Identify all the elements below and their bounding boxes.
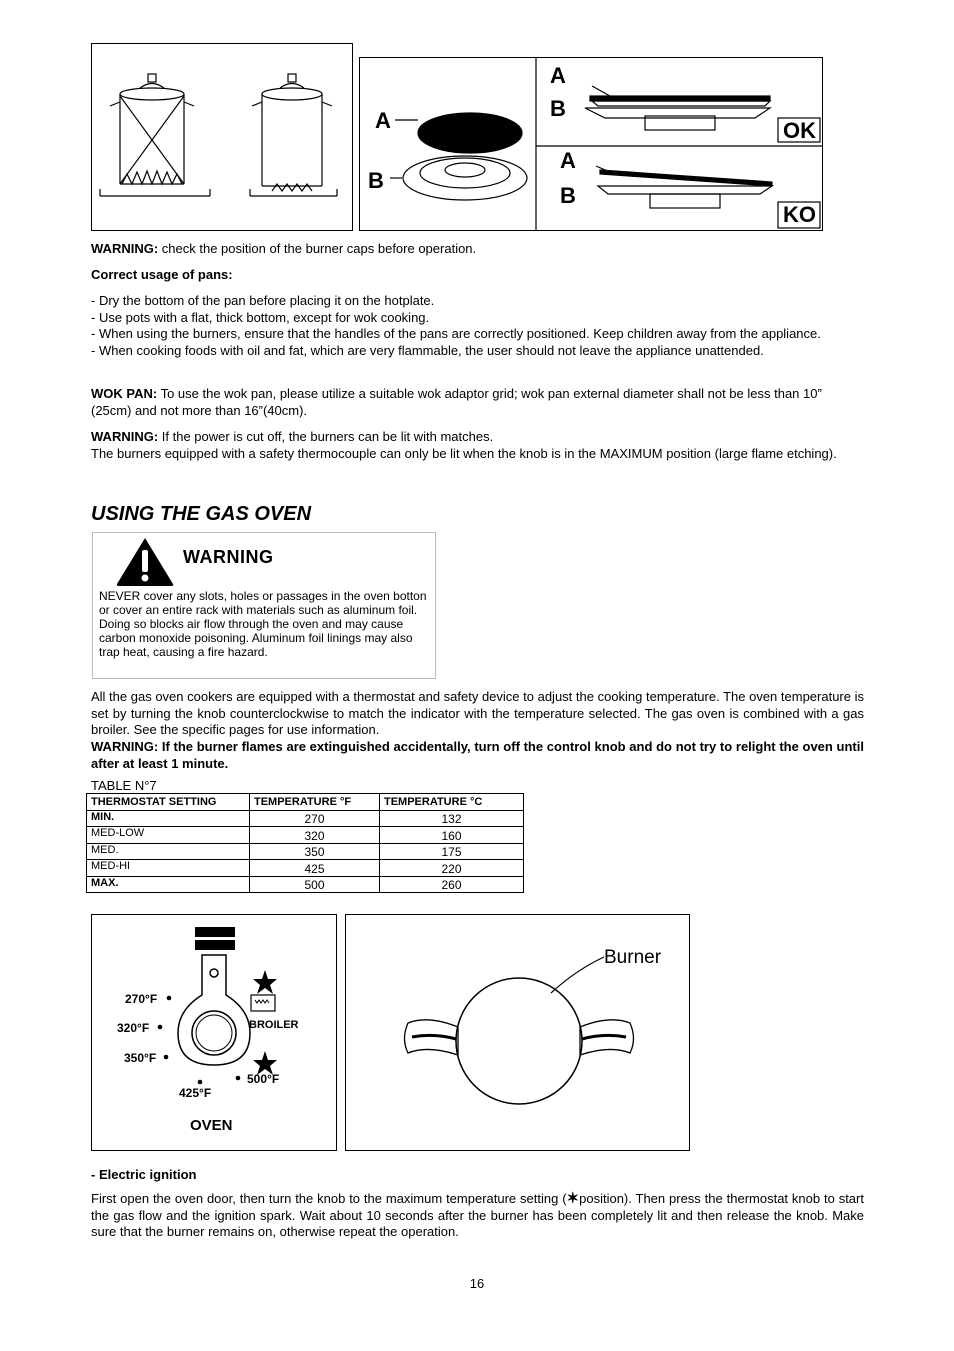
oven-knob-figure (91, 914, 337, 1151)
knob-label-500: 500°F (247, 1072, 280, 1086)
table-row: MAX. 500 260 (87, 876, 524, 893)
knob-label-270: 270°F (125, 992, 158, 1006)
label-a-ko: A (560, 148, 576, 173)
knob-label-broiler: BROILER (249, 1019, 299, 1031)
label-a-ok: A (550, 63, 566, 88)
warning-power-paragraph: WARNING: If the power is cut off, the burners can be lit with matches. The burners equipped with a safety thermocouple can only be lit when the knob is in the MAXIMUM position (large flame etching). (91, 429, 837, 461)
pans-line-2: - Use pots with a flat, thick bottom, except for wok cooking. (91, 309, 430, 325)
burner-illustration (346, 915, 689, 1150)
table-row: MED-LOW 320 160 (87, 827, 524, 844)
header-temp-f: TEMPERATURE °F (250, 794, 380, 811)
warning-triangle-icon (115, 536, 175, 588)
oven-warning: WARNING: If the burner flames are extinguished accidentally, turn off the control knob and do not try to relight the oven until after at least 1 minute. (91, 739, 864, 771)
pans-list (91, 293, 864, 359)
burner-label: Burner (604, 947, 662, 968)
table-caption: TABLE N°7 (91, 778, 157, 793)
label-a: A (375, 108, 391, 133)
oven-knob-illustration (92, 915, 336, 1150)
label-b-ko: B (560, 183, 576, 208)
warning-box-text: NEVER cover any slots, holes or passages in the oven botton or cover an entire rack with materials such as aluminum foil. Doing so blocks air flow through the oven and may cause carbon monoxide poisoning. Aluminum foil linings may also trap heat, causing a fire hazard. (99, 589, 427, 659)
header-setting: THERMOSTAT SETTING (87, 794, 250, 811)
warning-burner-caps: WARNING: check the position of the burner caps before operation. (91, 241, 477, 256)
ok-label: OK (783, 118, 816, 143)
label-b-ok: B (550, 96, 566, 121)
table-row: MED. 350 175 (87, 843, 524, 860)
knob-label-oven: OVEN (190, 1117, 233, 1134)
oven-intro: All the gas oven cookers are equipped with a thermostat and safety device to adjust the cooking temperature. The oven temperature is set by turning the knob counterclockwise to match the indicator with the temperature selected. The gas oven is combined with a gas broiler. See the specific pages for use information. (91, 689, 864, 737)
pans-illustration (92, 44, 352, 230)
broiler-icon (251, 995, 275, 1011)
pans-figure (91, 43, 353, 231)
pans-heading: Correct usage of pans: (91, 267, 233, 282)
page-number: 16 (469, 1276, 485, 1291)
ignition-heading: - Electric ignition (91, 1167, 197, 1182)
ko-label: KO (783, 202, 816, 227)
burner-caps-figure (359, 57, 823, 231)
table-row: MIN. 270 132 (87, 810, 524, 827)
burner-figure (345, 914, 690, 1151)
knob-label-320: 320°F (117, 1021, 150, 1035)
knob-label-350: 350°F (124, 1051, 157, 1065)
thermostat-table (86, 793, 524, 893)
pans-line-3: - When using the burners, ensure that the handles of the pans are correctly positioned. Keep children away from the appliance. (91, 326, 821, 341)
warning-box-title: WARNING (183, 547, 274, 567)
pans-line-1: - Dry the bottom of the pan before placing it on the hotplate. (91, 293, 435, 308)
table-header-row (87, 794, 524, 811)
label-b: B (368, 168, 384, 193)
wok-pan-paragraph: WOK PAN: To use the wok pan, please utilize a suitable wok adaptor grid; wok pan external diameter shall not be less than 10” (25cm) and not more than 16”(40cm). (91, 386, 822, 418)
header-temp-c: TEMPERATURE °C (380, 794, 524, 811)
oven-warning-box (92, 532, 436, 679)
ignition-paragraph: First open the oven door, then turn the knob to the maximum temperature setting (✶position). Then press the thermostat knob to start the gas flow and the ignition spark. Wait about 10 seconds after the burner has been completely lit and then release the knob. Make sure that the burner remains on, otherwise repeat the operation. (91, 1190, 864, 1239)
broiler-star-icon (253, 970, 277, 994)
table-row: MED-HI 425 220 (87, 860, 524, 877)
burner-caps-illustration (360, 58, 822, 230)
knob-label-425: 425°F (179, 1086, 212, 1100)
pans-line-4: - When cooking foods with oil and fat, which are very flammable, the user should not leave the appliance unattended. (91, 342, 764, 358)
section-title: USING THE GAS OVEN (91, 503, 312, 525)
star-icon: ✶ (566, 1190, 580, 1207)
